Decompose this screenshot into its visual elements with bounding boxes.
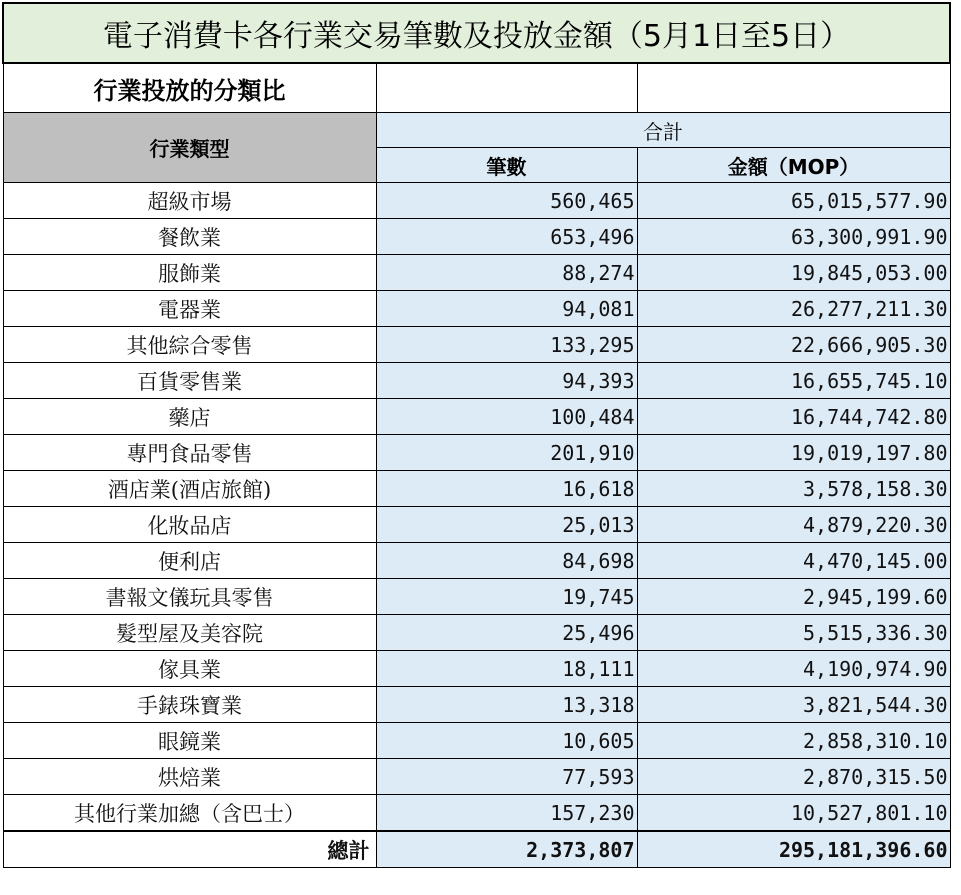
amount-cell: 63,300,991.90 [637, 219, 950, 255]
count-cell: 16,618 [376, 471, 637, 507]
table-row [3, 471, 950, 507]
industry-name-cell: 服飾業 [3, 255, 376, 291]
industry-name-cell: 藥店 [3, 399, 376, 435]
count-cell: 157,230 [376, 795, 637, 832]
amount-cell: 22,666,905.30 [637, 327, 950, 363]
amount-cell: 19,845,053.00 [637, 255, 950, 291]
count-cell: 13,318 [376, 687, 637, 723]
table-row [3, 543, 950, 579]
table-row [3, 687, 950, 723]
count-cell: 94,393 [376, 363, 637, 399]
amount-cell: 10,527,801.10 [637, 795, 950, 832]
table-row [3, 255, 950, 291]
table-row [3, 291, 950, 327]
count-cell: 25,013 [376, 507, 637, 543]
amount-cell: 65,015,577.90 [637, 183, 950, 219]
table-row [3, 363, 950, 399]
industry-name-cell: 其他綜合零售 [3, 327, 376, 363]
industry-spending-table [2, 2, 951, 868]
industry-name-cell: 超級市場 [3, 183, 376, 219]
table-row [3, 723, 950, 759]
total-group-header: 合計 [376, 113, 950, 148]
amount-cell: 4,879,220.30 [637, 507, 950, 543]
industry-name-cell: 便利店 [3, 543, 376, 579]
amount-cell: 2,858,310.10 [637, 723, 950, 759]
total-label: 總計 [3, 831, 376, 868]
amount-cell: 19,019,197.80 [637, 435, 950, 471]
table-title: 電子消費卡各行業交易筆數及投放金額（5月1日至5日） [3, 3, 950, 63]
table-row [3, 795, 950, 832]
industry-name-cell: 其他行業加總（含巴士） [3, 795, 376, 832]
table-row [3, 579, 950, 615]
industry-name-cell: 傢具業 [3, 651, 376, 687]
amount-header: 金額（MOP） [637, 148, 950, 183]
table-row [3, 651, 950, 687]
industry-name-cell: 百貨零售業 [3, 363, 376, 399]
count-cell: 133,295 [376, 327, 637, 363]
count-cell: 18,111 [376, 651, 637, 687]
industry-name-cell: 眼鏡業 [3, 723, 376, 759]
count-cell: 25,496 [376, 615, 637, 651]
amount-cell: 2,945,199.60 [637, 579, 950, 615]
count-cell: 10,605 [376, 723, 637, 759]
amount-cell: 5,515,336.30 [637, 615, 950, 651]
amount-cell: 3,821,544.30 [637, 687, 950, 723]
industry-type-header: 行業類型 [3, 113, 376, 183]
table-row [3, 219, 950, 255]
amount-cell: 3,578,158.30 [637, 471, 950, 507]
count-cell: 77,593 [376, 759, 637, 795]
empty-cell [376, 63, 637, 113]
count-cell: 100,484 [376, 399, 637, 435]
table-row [3, 759, 950, 795]
count-cell: 560,465 [376, 183, 637, 219]
table-subtitle: 行業投放的分類比 [3, 63, 376, 113]
table-row [3, 327, 950, 363]
amount-cell: 16,655,745.10 [637, 363, 950, 399]
industry-name-cell: 專門食品零售 [3, 435, 376, 471]
count-cell: 19,745 [376, 579, 637, 615]
table-row [3, 435, 950, 471]
table-row [3, 615, 950, 651]
industry-name-cell: 電器業 [3, 291, 376, 327]
total-row [3, 831, 950, 868]
count-cell: 94,081 [376, 291, 637, 327]
industry-name-cell: 書報文儀玩具零售 [3, 579, 376, 615]
count-cell: 201,910 [376, 435, 637, 471]
industry-name-cell: 手錶珠寶業 [3, 687, 376, 723]
amount-cell: 4,470,145.00 [637, 543, 950, 579]
count-cell: 653,496 [376, 219, 637, 255]
industry-name-cell: 餐飲業 [3, 219, 376, 255]
count-cell: 88,274 [376, 255, 637, 291]
total-amount: 295,181,396.60 [637, 831, 950, 868]
amount-cell: 16,744,742.80 [637, 399, 950, 435]
industry-name-cell: 化妝品店 [3, 507, 376, 543]
count-header: 筆數 [376, 148, 637, 183]
table-row [3, 507, 950, 543]
count-cell: 84,698 [376, 543, 637, 579]
industry-name-cell: 髮型屋及美容院 [3, 615, 376, 651]
empty-cell [637, 63, 950, 113]
table-row [3, 399, 950, 435]
amount-cell: 26,277,211.30 [637, 291, 950, 327]
industry-name-cell: 酒店業(酒店旅館) [3, 471, 376, 507]
industry-name-cell: 烘焙業 [3, 759, 376, 795]
amount-cell: 2,870,315.50 [637, 759, 950, 795]
total-count: 2,373,807 [376, 831, 637, 868]
table-row [3, 183, 950, 219]
amount-cell: 4,190,974.90 [637, 651, 950, 687]
